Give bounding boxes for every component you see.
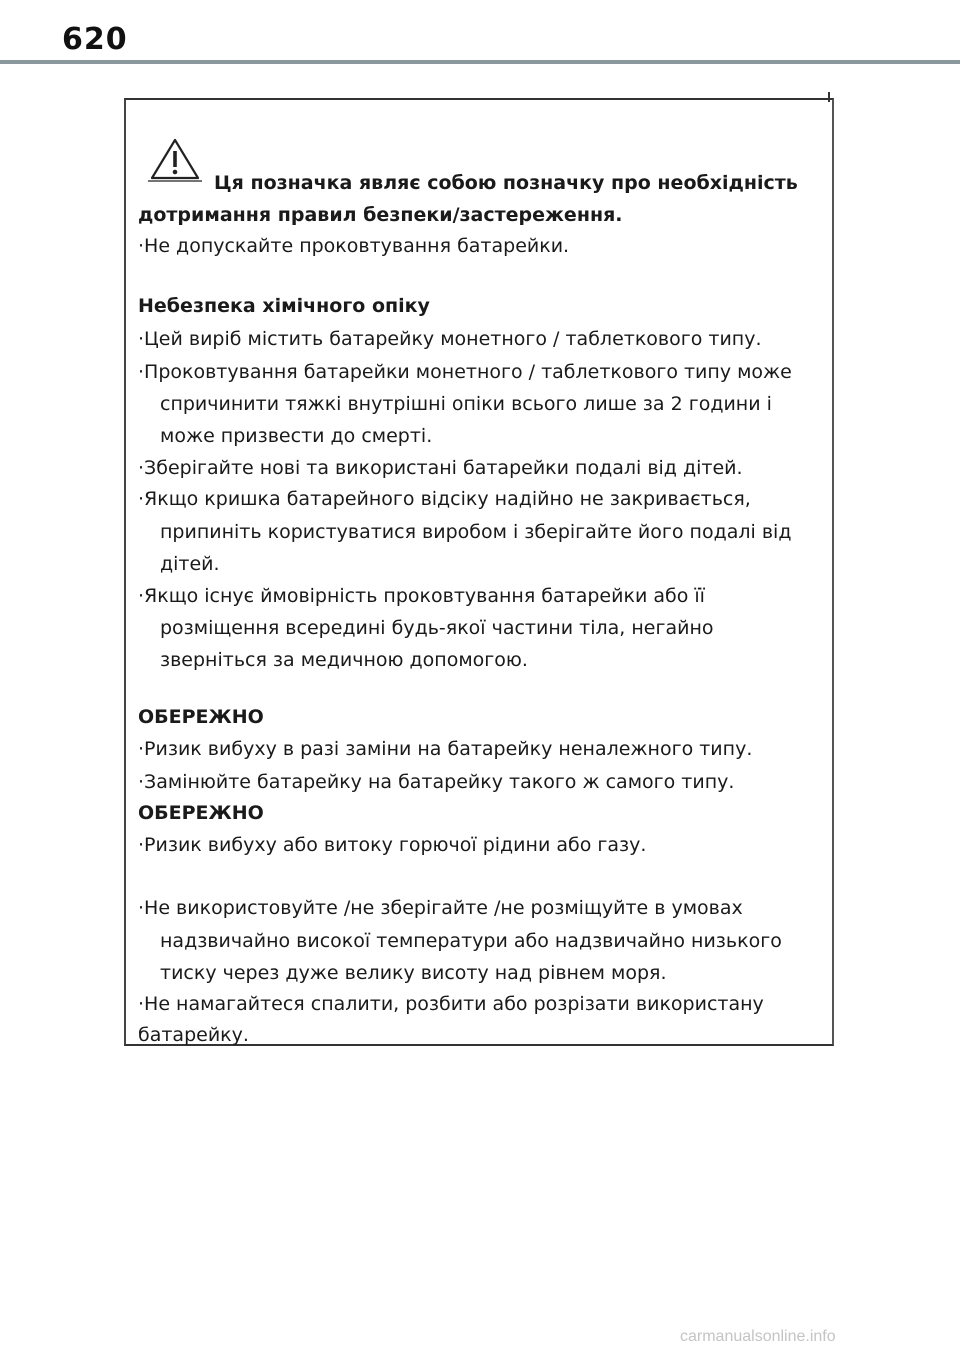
caution-line: ·Ризик вибуху або витоку горючої рідини або газу. <box>138 834 647 856</box>
chemical-line: ·Цей виріб містить батарейку монетного / таблеткового типу. <box>138 328 762 350</box>
environment-line: надзвичайно високої температури або надзвичайно низького <box>160 930 782 952</box>
warning-triangle-icon <box>148 136 202 182</box>
caution-heading: ОБЕРЕЖНО <box>138 706 264 728</box>
caution-line: ·Замінюйте батарейку на батарейку такого ж самого типу. <box>138 771 735 793</box>
warning-item: ·Не допускайте проковтування батарейки. <box>138 235 570 257</box>
chemical-line: припиніть користуватися виробом і зберігайте його подалі від <box>160 521 792 543</box>
environment-line: тиску через дуже велику висоту над рівнем моря. <box>160 962 667 984</box>
chemical-line: ·Якщо кришка батарейного відсіку надійно не закривається, <box>138 488 751 510</box>
header-divider <box>0 60 960 64</box>
warning-heading-line1: Ця позначка являє собою позначку про необхідність <box>214 172 798 194</box>
chemical-line: розміщення всередині будь-якої частини тіла, негайно <box>160 617 714 639</box>
box-corner-mark <box>828 92 830 102</box>
chemical-line: спричинити тяжкі внутрішні опіки всього лише за 2 години і <box>160 393 772 415</box>
chemical-line: може призвести до смерті. <box>160 425 433 447</box>
chemical-line: дітей. <box>160 553 220 575</box>
chemical-line: ·Зберігайте нові та використані батарейки подалі від дітей. <box>138 457 743 479</box>
environment-line: ·Не намагайтеся спалити, розбити або розрізати використану <box>138 993 764 1015</box>
source-watermark: carmanualsonline.info <box>680 1328 836 1345</box>
chemical-burn-heading: Небезпека хімічного опіку <box>138 295 430 317</box>
chemical-line: ·Проковтування батарейки монетного / таблеткового типу може <box>138 361 792 383</box>
warning-heading-line2: дотримання правил безпеки/застереження. <box>138 204 623 226</box>
chemical-line: зверніться за медичною допомогою. <box>160 649 528 671</box>
chemical-line: ·Якщо існує ймовірність проковтування батарейки або її <box>138 585 705 607</box>
environment-line: батарейку. <box>138 1024 249 1046</box>
environment-line: ·Не використовуйте /не зберігайте /не розміщуйте в умовах <box>138 897 743 919</box>
caution-heading: ОБЕРЕЖНО <box>138 802 264 824</box>
caution-line: ·Ризик вибуху в разі заміни на батарейку неналежного типу. <box>138 738 753 760</box>
page-number: 620 <box>62 22 128 57</box>
